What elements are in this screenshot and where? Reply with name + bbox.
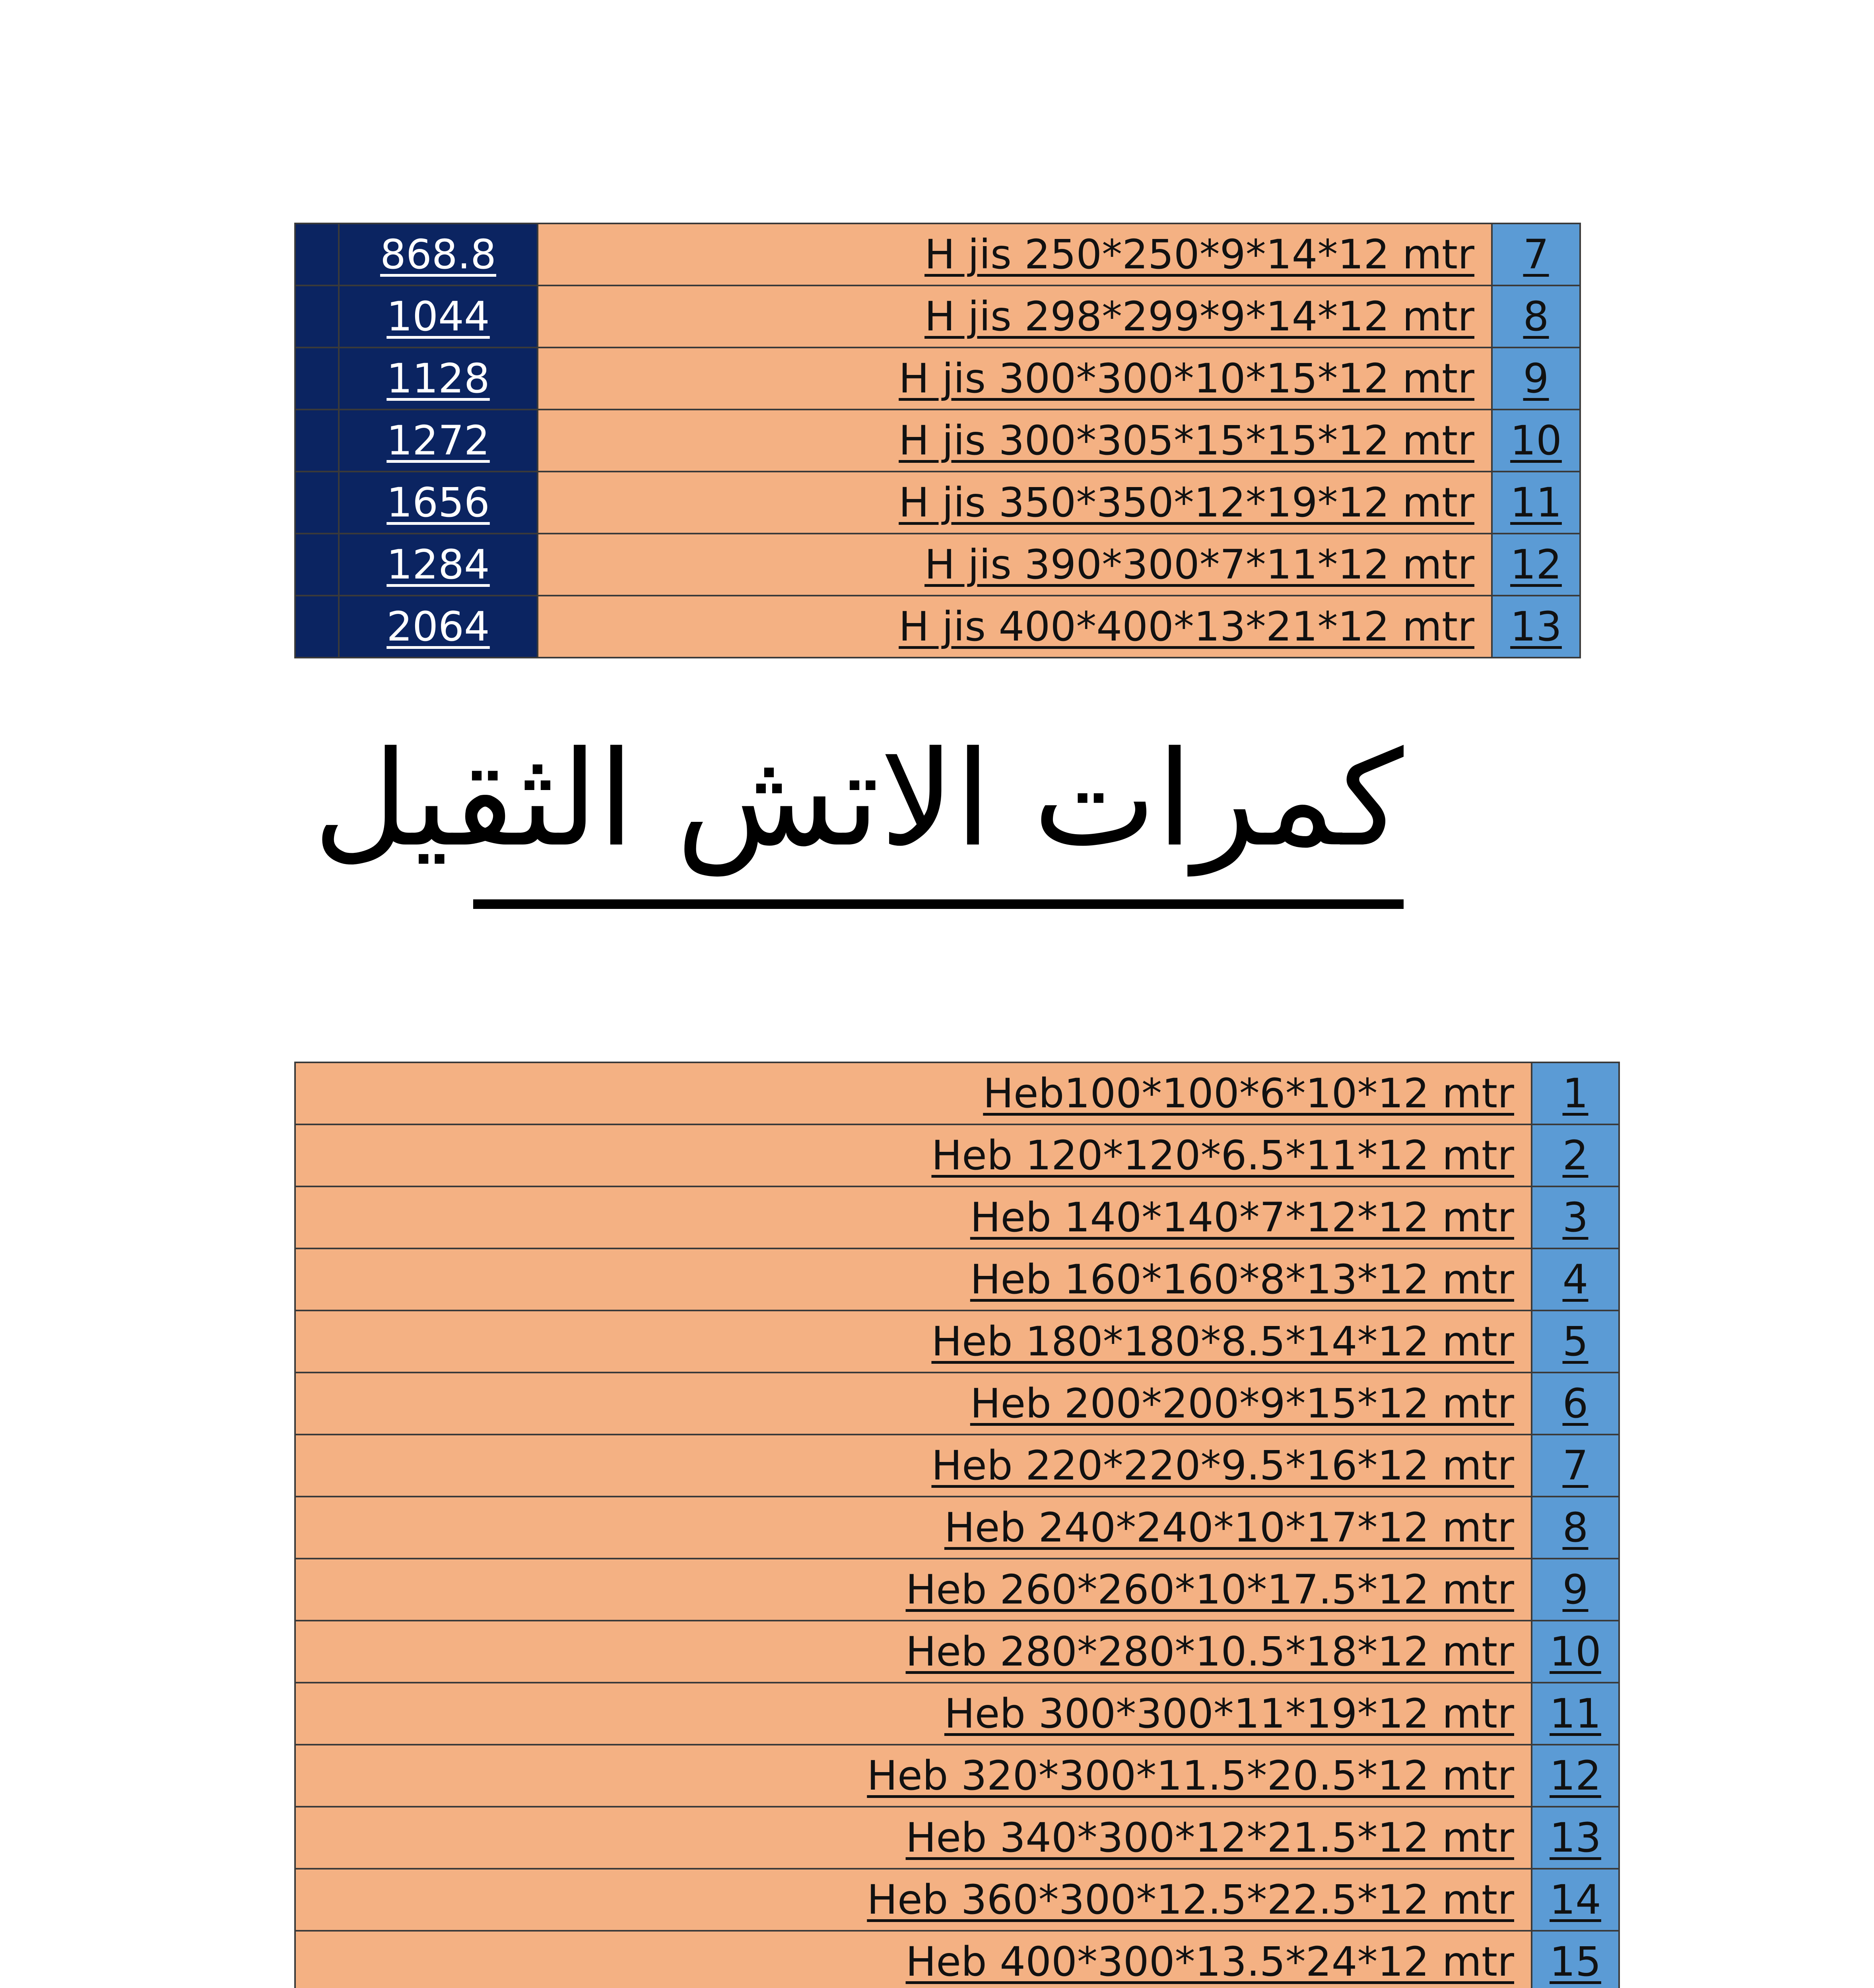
description-cell: Heb 140*140*7*12*12 mtr (295, 1186, 1532, 1248)
table-row (295, 1062, 1619, 1124)
table-row (295, 285, 1580, 348)
table-row (295, 1373, 1619, 1435)
price-cell: 1284 (339, 534, 538, 596)
number-cell: 9 (1532, 1559, 1619, 1621)
number-cell: 5 (1532, 1310, 1619, 1373)
number-cell: 4 (1532, 1248, 1619, 1310)
number-cell: 6 (1532, 1373, 1619, 1435)
number-cell: 3 (1532, 1186, 1619, 1248)
section-heading-heavy-h-beams: كمرات الاتش الثقيل (313, 723, 1404, 876)
table-row (295, 1248, 1619, 1310)
blank-cell (295, 472, 339, 534)
table-row (295, 348, 1580, 410)
table-row (295, 1310, 1619, 1373)
table-row (295, 1931, 1619, 1988)
table-row (295, 1807, 1619, 1869)
description-cell: Heb 300*300*11*19*12 mtr (295, 1683, 1532, 1745)
number-cell: 9 (1492, 348, 1580, 410)
number-cell: 15 (1532, 1931, 1619, 1988)
table-row (295, 596, 1580, 658)
price-cell: 2064 (339, 596, 538, 658)
description-cell: H jis 298*299*9*14*12 mtr (538, 285, 1492, 348)
table-row (295, 1559, 1619, 1621)
description-cell: Heb 200*200*9*15*12 mtr (295, 1373, 1532, 1435)
description-cell: Heb 220*220*9.5*16*12 mtr (295, 1435, 1532, 1497)
number-cell: 8 (1532, 1497, 1619, 1559)
h-jis-price-table (294, 223, 1581, 658)
price-cell: 868.8 (339, 223, 538, 285)
blank-cell (295, 410, 339, 472)
description-cell: Heb 400*300*13.5*24*12 mtr (295, 1931, 1532, 1988)
table-row (295, 1186, 1619, 1248)
description-cell: H jis 300*300*10*15*12 mtr (538, 348, 1492, 410)
number-cell: 7 (1492, 223, 1580, 285)
blank-cell (295, 596, 339, 658)
table-row (295, 1124, 1619, 1186)
table-row (295, 1683, 1619, 1745)
description-cell: H jis 390*300*7*11*12 mtr (538, 534, 1492, 596)
heb-table (294, 1062, 1620, 1988)
blank-cell (295, 348, 339, 410)
description-cell: H jis 400*400*13*21*12 mtr (538, 596, 1492, 658)
number-cell: 12 (1532, 1745, 1619, 1807)
number-cell: 11 (1532, 1683, 1619, 1745)
description-cell: Heb 260*260*10*17.5*12 mtr (295, 1559, 1532, 1621)
description-cell: Heb 320*300*11.5*20.5*12 mtr (295, 1745, 1532, 1807)
price-cell: 1044 (339, 285, 538, 348)
description-cell: Heb 360*300*12.5*22.5*12 mtr (295, 1869, 1532, 1931)
description-cell: H jis 300*305*15*15*12 mtr (538, 410, 1492, 472)
number-cell: 13 (1492, 596, 1580, 658)
number-cell: 7 (1532, 1435, 1619, 1497)
price-cell: 1128 (339, 348, 538, 410)
number-cell: 1 (1532, 1062, 1619, 1124)
number-cell: 11 (1492, 472, 1580, 534)
price-cell: 1656 (339, 472, 538, 534)
table-row (295, 1869, 1619, 1931)
table-row (295, 1621, 1619, 1683)
number-cell: 13 (1532, 1807, 1619, 1869)
description-cell: Heb 120*120*6.5*11*12 mtr (295, 1124, 1532, 1186)
description-cell: H jis 350*350*12*19*12 mtr (538, 472, 1492, 534)
heading-underline (473, 899, 1404, 909)
table-row (295, 1435, 1619, 1497)
blank-cell (295, 223, 339, 285)
description-cell: Heb 160*160*8*13*12 mtr (295, 1248, 1532, 1310)
description-cell: Heb100*100*6*10*12 mtr (295, 1062, 1532, 1124)
number-cell: 2 (1532, 1124, 1619, 1186)
number-cell: 8 (1492, 285, 1580, 348)
blank-cell (295, 534, 339, 596)
description-cell: Heb 280*280*10.5*18*12 mtr (295, 1621, 1532, 1683)
price-cell: 1272 (339, 410, 538, 472)
number-cell: 10 (1532, 1621, 1619, 1683)
description-cell: Heb 240*240*10*17*12 mtr (295, 1497, 1532, 1559)
number-cell: 14 (1532, 1869, 1619, 1931)
table-row (295, 472, 1580, 534)
blank-cell (295, 285, 339, 348)
table-row (295, 1745, 1619, 1807)
description-cell: Heb 340*300*12*21.5*12 mtr (295, 1807, 1532, 1869)
number-cell: 10 (1492, 410, 1580, 472)
table-row (295, 223, 1580, 285)
description-cell: Heb 180*180*8.5*14*12 mtr (295, 1310, 1532, 1373)
number-cell: 12 (1492, 534, 1580, 596)
table-row (295, 410, 1580, 472)
table-row (295, 1497, 1619, 1559)
description-cell: H jis 250*250*9*14*12 mtr (538, 223, 1492, 285)
table-row (295, 534, 1580, 596)
